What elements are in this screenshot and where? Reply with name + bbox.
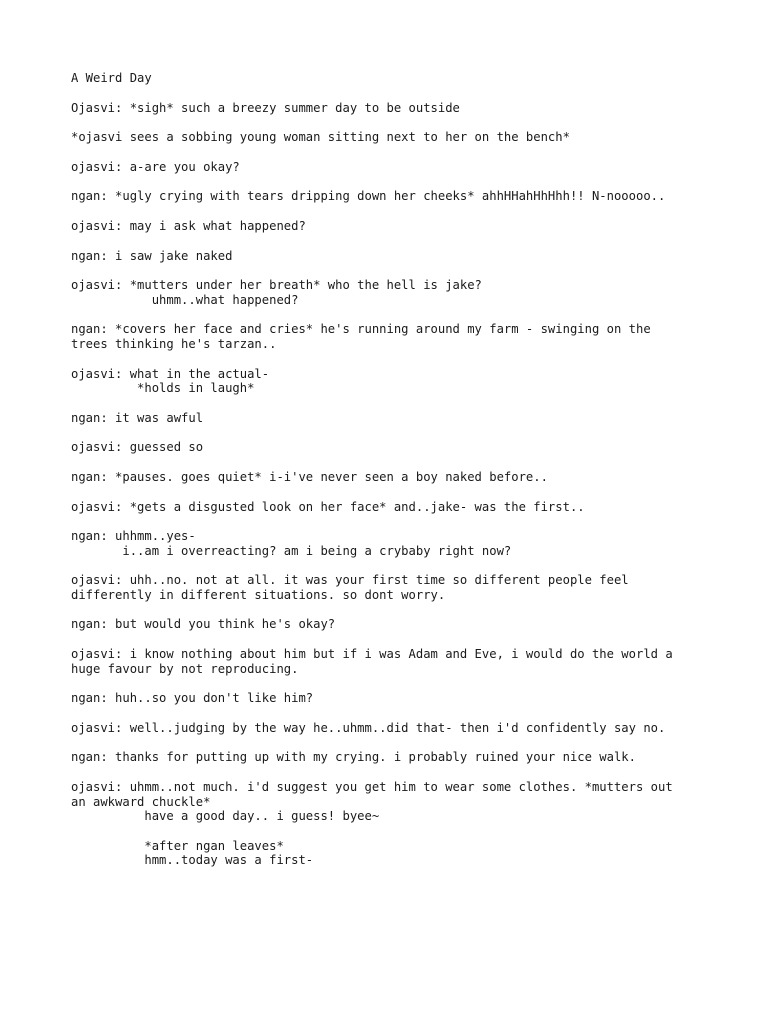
text-line: ojasvi: uhh..no. not at all. it was your first time so different people feel bbox=[71, 573, 629, 588]
text-line: huge favour by not reproducing. bbox=[71, 661, 299, 676]
text-line: Ojasvi: *sigh* such a breezy summer day to be outside bbox=[71, 100, 460, 115]
dialogue-paragraph bbox=[71, 647, 711, 676]
text-line: ojasvi: may i ask what happened? bbox=[71, 218, 306, 233]
text-line: *after ngan leaves* bbox=[71, 838, 284, 853]
dialogue-paragraph bbox=[71, 367, 711, 396]
dialogue-paragraph bbox=[71, 500, 711, 515]
text-line: an awkward chuckle* bbox=[71, 794, 211, 809]
text-line: ngan: *pauses. goes quiet* i-i've never seen a boy naked before.. bbox=[71, 469, 548, 484]
dialogue-paragraph bbox=[71, 470, 711, 485]
text-line: uhmm..what happened? bbox=[71, 292, 299, 307]
text-line: ojasvi: guessed so bbox=[71, 440, 204, 455]
dialogue-paragraph bbox=[71, 249, 711, 264]
dialogue-paragraph bbox=[71, 617, 711, 632]
dialogue-paragraph bbox=[71, 278, 711, 307]
text-line: ojasvi: *gets a disgusted look on her face* and..jake- was the first.. bbox=[71, 499, 585, 514]
document-body bbox=[71, 101, 711, 868]
text-line: ngan: but would you think he's okay? bbox=[71, 617, 336, 632]
text-line: *ojasvi sees a sobbing young woman sitting next to her on the bench* bbox=[71, 130, 570, 145]
dialogue-paragraph bbox=[71, 750, 711, 765]
text-line: ngan: *ugly crying with tears dripping down her cheeks* ahhHHahHhHhh!! N-nooooo.. bbox=[71, 189, 666, 204]
text-line: i..am i overreacting? am i being a crybaby right now? bbox=[71, 543, 512, 558]
document-title: A Weird Day bbox=[71, 71, 152, 85]
dialogue-paragraph bbox=[71, 130, 711, 145]
dialogue-paragraph bbox=[71, 411, 711, 426]
dialogue-paragraph bbox=[71, 322, 711, 351]
text-line: ngan: i saw jake naked bbox=[71, 248, 233, 263]
dialogue-paragraph bbox=[71, 160, 711, 175]
text-line: ngan: *covers her face and cries* he's running around my farm - swinging on the bbox=[71, 322, 651, 337]
text-line: have a good day.. i guess! byee~ bbox=[71, 809, 380, 824]
dialogue-paragraph bbox=[71, 691, 711, 706]
text-line: ngan: uhhmm..yes- bbox=[71, 529, 196, 544]
text-line: ojasvi: i know nothing about him but if i was Adam and Eve, i would do the world a bbox=[71, 647, 673, 662]
dialogue-paragraph bbox=[71, 780, 711, 824]
text-line: ojasvi: what in the actual- bbox=[71, 366, 270, 381]
text-line: ngan: thanks for putting up with my crying. i probably ruined your nice walk. bbox=[71, 750, 636, 765]
text-line: *holds in laugh* bbox=[71, 381, 255, 396]
dialogue-paragraph bbox=[71, 839, 711, 868]
dialogue-paragraph bbox=[71, 101, 711, 116]
text-line: differently in different situations. so dont worry. bbox=[71, 587, 446, 602]
dialogue-paragraph bbox=[71, 189, 711, 204]
text-line: ngan: it was awful bbox=[71, 410, 204, 425]
text-line: ngan: huh..so you don't like him? bbox=[71, 691, 314, 706]
dialogue-paragraph bbox=[71, 721, 711, 736]
dialogue-paragraph bbox=[71, 573, 711, 602]
dialogue-paragraph bbox=[71, 440, 711, 455]
document-page bbox=[71, 71, 711, 883]
text-line: ojasvi: a-are you okay? bbox=[71, 159, 240, 174]
text-line: trees thinking he's tarzan.. bbox=[71, 336, 277, 351]
dialogue-paragraph bbox=[71, 219, 711, 234]
text-line: ojasvi: *mutters under her breath* who the hell is jake? bbox=[71, 278, 482, 293]
text-line: hmm..today was a first- bbox=[71, 853, 314, 868]
text-line: ojasvi: uhmm..not much. i'd suggest you get him to wear some clothes. *mutters out bbox=[71, 780, 673, 795]
text-line: ojasvi: well..judging by the way he..uhmm..did that- then i'd confidently say no. bbox=[71, 720, 666, 735]
dialogue-paragraph bbox=[71, 529, 711, 558]
